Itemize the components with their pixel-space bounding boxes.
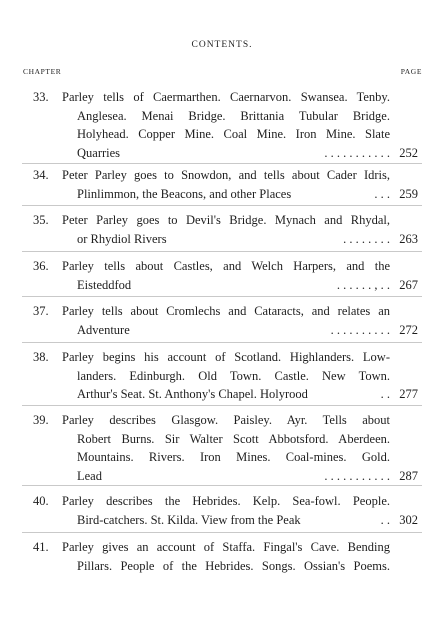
entry-last-line: Bird-catchers. St. Kilda. View from the Peak — [77, 512, 301, 527]
entry-line: Parley tells about Cromlechs and Cataracts, and relates an — [62, 304, 390, 318]
entry-line: Parley describes the Hebrides. Kelp. Sea-fowl. People. — [62, 494, 390, 508]
entry-page-number: 259 — [399, 186, 418, 201]
entry-number: 37. — [33, 304, 49, 318]
entry-last-line: or Rhydiol Rivers — [77, 231, 167, 246]
entry-line: Parley tells of Caermarthen. Caernarvon. Swansea. Tenby. — [62, 90, 390, 104]
divider — [22, 163, 422, 164]
page-column-label: PAGE — [400, 67, 422, 76]
entry-number: 34. — [33, 168, 49, 182]
entry-line: Peter Parley goes to Devil's Bridge. Mynach and Rhydal, — [62, 213, 390, 227]
entry-last-line: Eisteddfod — [77, 277, 132, 292]
entry-line: Holyhead. Copper Mine. Coal Mine. Iron Mine. Slate — [77, 127, 390, 141]
dot-leader: . . . . . . . . . . — [330, 322, 390, 337]
dot-leader: . . . . . . . . — [343, 231, 390, 246]
entry-page-number: 252 — [399, 145, 418, 160]
dot-leader: . . . . . . . . . . . — [324, 468, 390, 483]
divider — [22, 296, 422, 297]
entry-line: Parley gives an account of Staffa. Fingal's Cave. Bending — [62, 540, 390, 554]
entry-last-line: Plinlimmon, the Beacons, and other Places — [77, 186, 292, 201]
divider — [22, 205, 422, 206]
entry-number: 35. — [33, 213, 49, 227]
entry-line: Parley tells about Castles, and Welch Harpers, and the — [62, 259, 390, 273]
dot-leader: . . — [380, 387, 390, 401]
entry-line: Parley begins his account of Scotland. Highlanders. Low- — [62, 350, 390, 364]
entry-page-number: 277 — [399, 387, 418, 401]
entry-page-number: 287 — [399, 468, 418, 483]
divider — [22, 532, 422, 533]
dot-leader: . . . . . . . . . . . — [324, 145, 390, 160]
entry-number: 41. — [33, 540, 49, 554]
divider — [22, 251, 422, 252]
chapter-column-label: CHAPTER — [23, 67, 62, 76]
entry-page-number: 272 — [399, 322, 418, 337]
entry-number: 36. — [33, 259, 49, 273]
entry-last-line: Arthur's Seat. St. Anthony's Chapel. Holyrood — [77, 387, 308, 401]
entry-line: Mountains. Rivers. Iron Mines. Coal-mines. Gold. — [77, 450, 390, 464]
entry-page-number: 302 — [399, 512, 418, 527]
entry-page-number: 267 — [399, 277, 418, 292]
entry-number: 40. — [33, 494, 49, 508]
entry-last-line: Quarries — [77, 145, 121, 160]
divider — [22, 342, 422, 343]
entry-number: 38. — [33, 350, 49, 364]
dot-leader: . . . — [374, 186, 390, 201]
entry-last-line: Adventure — [77, 322, 130, 337]
entry-line: Anglesea. Menai Bridge. Brittania Tubular Bridge. — [77, 108, 390, 123]
entry-number: 33. — [33, 90, 49, 104]
divider — [22, 485, 422, 486]
entry-line: Peter Parley goes to Snowdon, and tells about Cader Idris, — [62, 168, 390, 182]
page-title: CONTENTS. — [191, 40, 253, 50]
entry-line: Parley describes Glasgow. Paisley. Ayr. Tells about — [62, 413, 390, 427]
entry-last-line: Pillars. People of the Hebrides. Songs. Ossian's Poems. — [77, 558, 390, 573]
entry-number: 39. — [33, 413, 49, 427]
entry-line: Robert Burns. Sir Walter Scott Abbotsford. Aberdeen. — [77, 431, 390, 446]
entry-last-line: Lead — [77, 468, 102, 483]
entry-page-number: 263 — [399, 231, 418, 246]
dot-leader: . . — [380, 512, 390, 527]
divider — [22, 405, 422, 406]
dot-leader: . . . . . . , . . — [336, 277, 390, 292]
entry-line: landers. Edinburgh. Old Town. Castle. New Town. — [77, 368, 390, 383]
